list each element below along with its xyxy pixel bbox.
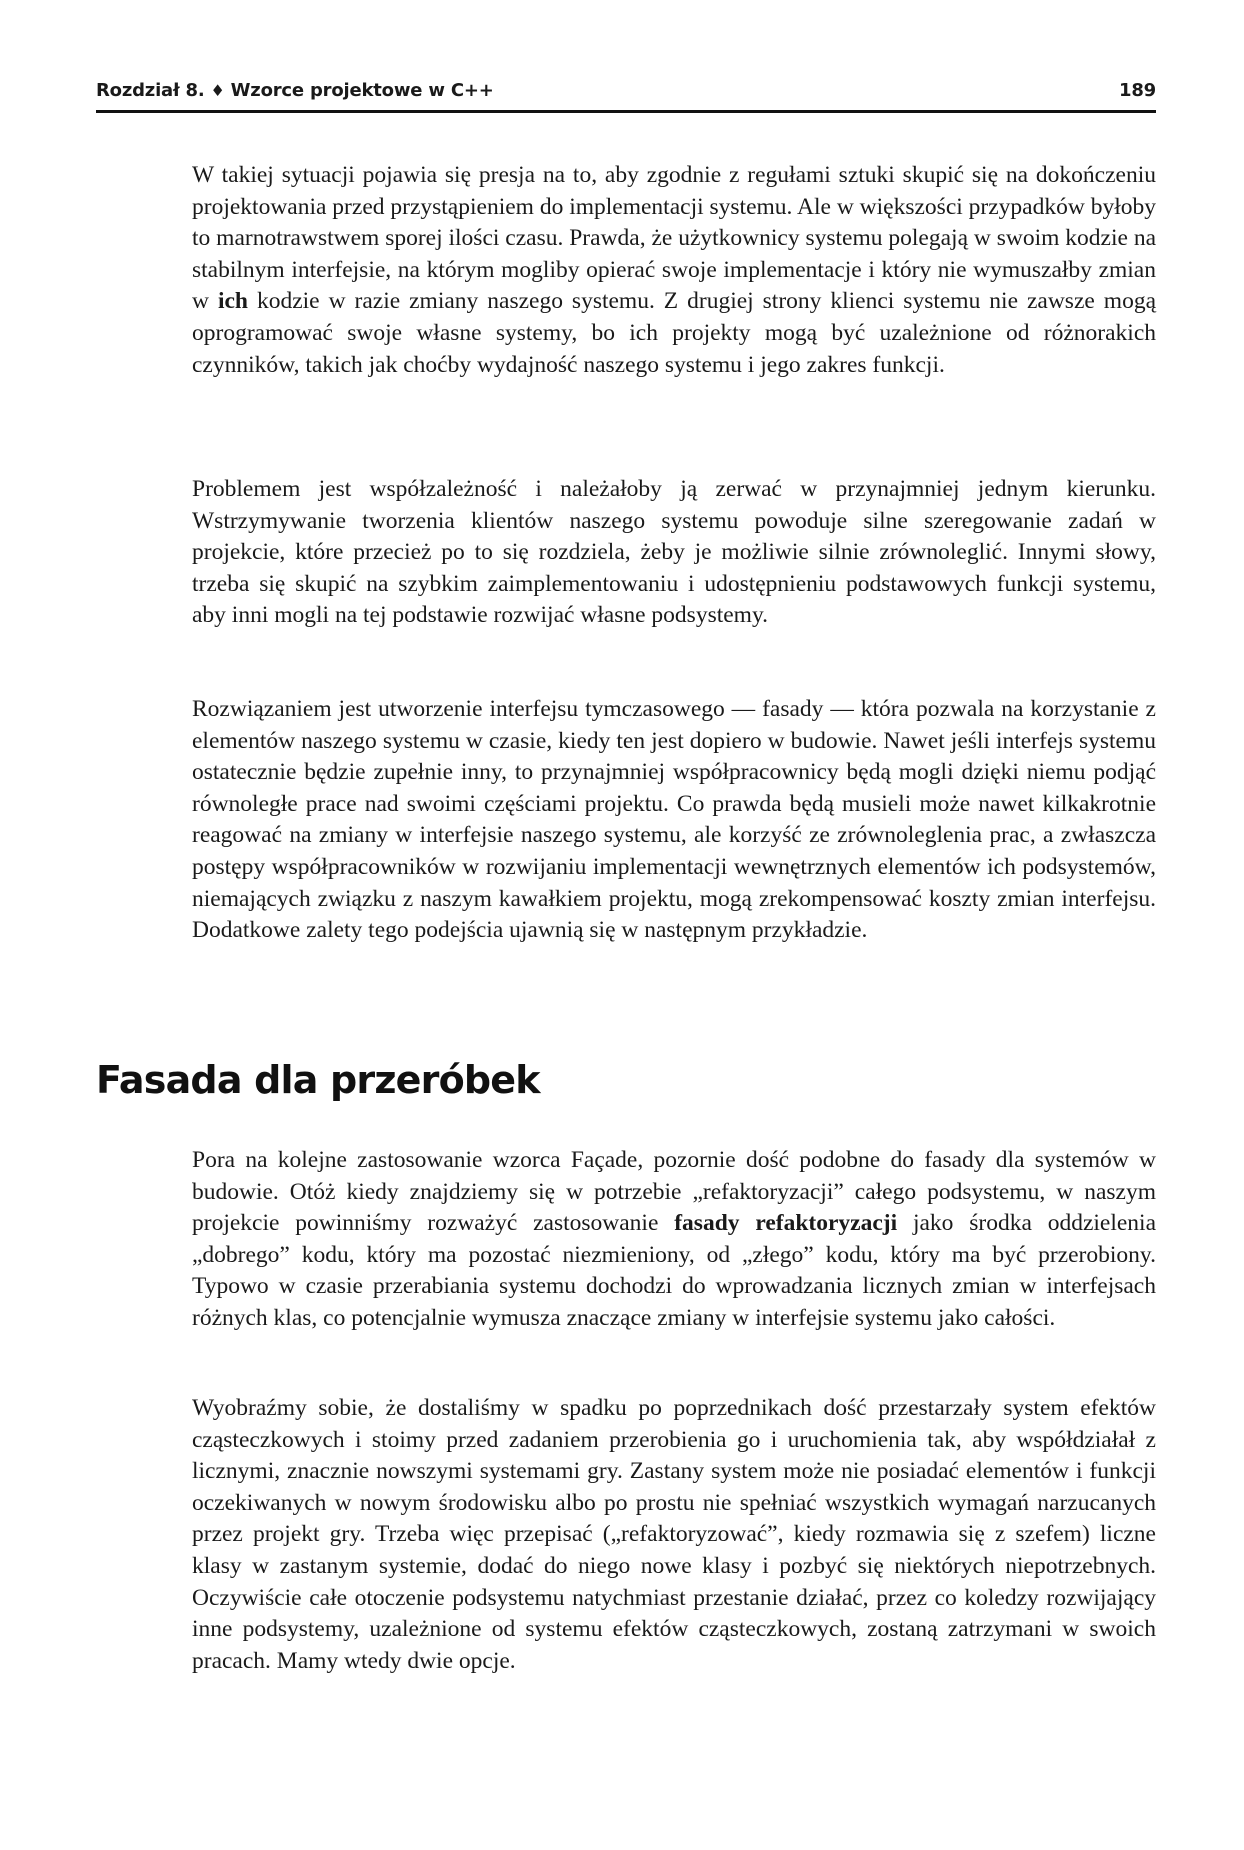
paragraph-4: Pora na kolejne zastosowanie wzorca Façade, pozornie dość podobne do fasady dla systemów w budowie. Otóż kiedy znajdziemy się w potrzebie „refaktoryzacji” całego podsystemu, w naszym projekcie powinniśmy rozważyć zastosowanie fasady refaktoryzacji jako środka oddzielenia „dobrego” kodu, który ma pozostać niezmieniony, od „złego” kodu, który ma być przerobiony. Typowo w czasie przerabiania systemu dochodzi do wprowadzania licznych zmian w interfejsach różnych klas, co potencjalnie wymusza znaczące zmiany w interfejsie systemu jako całości. bbox=[192, 1147, 1157, 1331]
paragraph-2: Problemem jest współzależność i należałoby ją zerwać w przynajmniej jednym kierunku. Wstrzymywanie tworzenia klientów naszego systemu powoduje silne szeregowanie zadań w projekcie, które przecież po to się rozdziela, żeby je możliwie silnie zrównoleglić. Innymi słowy, trzeba się skupić na szybkim zaimplementowaniu i udostępnieniu podstawowych funkcji systemu, aby inni mogli na tej podstawie rozwijać własne podsystemy. bbox=[192, 476, 1156, 629]
chapter-title: Wzorce projektowe w C++ bbox=[230, 80, 494, 101]
paragraph-5: Wyobraźmy sobie, że dostaliśmy w spadku po poprzednikach dość przestarzały system efektów cząsteczkowych i stoimy przed zadaniem przerobienia go i uruchomienia tak, aby współdziałał z licznymi, znacznie nowszymi systemami gry. Zastany system może nie posiadać elementów i funkcji oczekiwanych w nowym środowisku albo po prostu nie spełniać wszystkich wymagań narzucanych przez projekt gry. Trzeba więc przepisać („refaktoryzować”, kiedy rozmawia się z szefem) liczne klasy w zastanym systemie, dodać do niego nowe klasy i pozbyć się niektórych niepotrzebnych. Oczywiście całe otoczenie podsystemu natychmiast przestanie działać, przez co koledzy rozwijający inne podsystemy, uzależnione od systemu efektów cząsteczkowych, zostaną zatrzymani w swoich pracach. Mamy wtedy dwie opcje. bbox=[192, 1395, 1156, 1674]
bold-term: ich bbox=[217, 288, 248, 315]
diamond-icon: ♦ bbox=[210, 81, 225, 100]
running-header-chapter bbox=[96, 80, 494, 101]
bold-term: fasady refaktoryzacji bbox=[674, 1210, 898, 1237]
page-number: 189 bbox=[1119, 80, 1156, 101]
chapter-number: Rozdział 8. bbox=[96, 80, 205, 101]
paragraph-3: Rozwiązaniem jest utworzenie interfejsu tymczasowego — fasady — która pozwala na korzystanie z elementów naszego systemu w czasie, kiedy ten jest dopiero w budowie. Nawet jeśli interfejs systemu ostatecznie będzie zupełnie inny, to przynajmniej współpracownicy będą mogli dzięki niemu podjąć równoległe prace nad swoimi częściami projektu. Co prawda będą musieli może nawet kilkakrotnie reagować na zmiany w interfejsie naszego systemu, ale korzyść ze zrównoleglenia prac, a zwłaszcza postępy współpracowników w rozwijaniu implementacji wewnętrznych elementów ich podsystemów, niemających związku z naszym kawałkiem projektu, mogą zrekompensować koszty zmian interfejsu. Dodatkowe zalety tego podejścia ujawnią się w następnym przykładzie. bbox=[192, 696, 1156, 944]
header-divider bbox=[96, 110, 1156, 113]
section-heading: Fasada dla przeróbek bbox=[96, 1058, 540, 1102]
paragraph-1: W takiej sytuacji pojawia się presja na to, aby zgodnie z regułami sztuki skupić się na dokończeniu projektowania przed przystąpieniem do implementacji systemu. Ale w większości przypadków byłoby to marnotrawstwem sporej ilości czasu. Prawda, że użytkownicy systemu polegają w swoim kodzie na stabilnym interfejsie, na którym mogliby opierać swoje implementacje i który nie wymuszałby zmian w ich kodzie w razie zmiany naszego systemu. Z drugiej strony klienci systemu nie zawsze mogą oprogramować swoje własne systemy, bo ich projekty mogą być uzależnione od różnorakich czynników, takich jak choćby wydajność naszego systemu i jego zakres funkcji. bbox=[192, 162, 1156, 378]
running-header bbox=[96, 76, 1156, 110]
